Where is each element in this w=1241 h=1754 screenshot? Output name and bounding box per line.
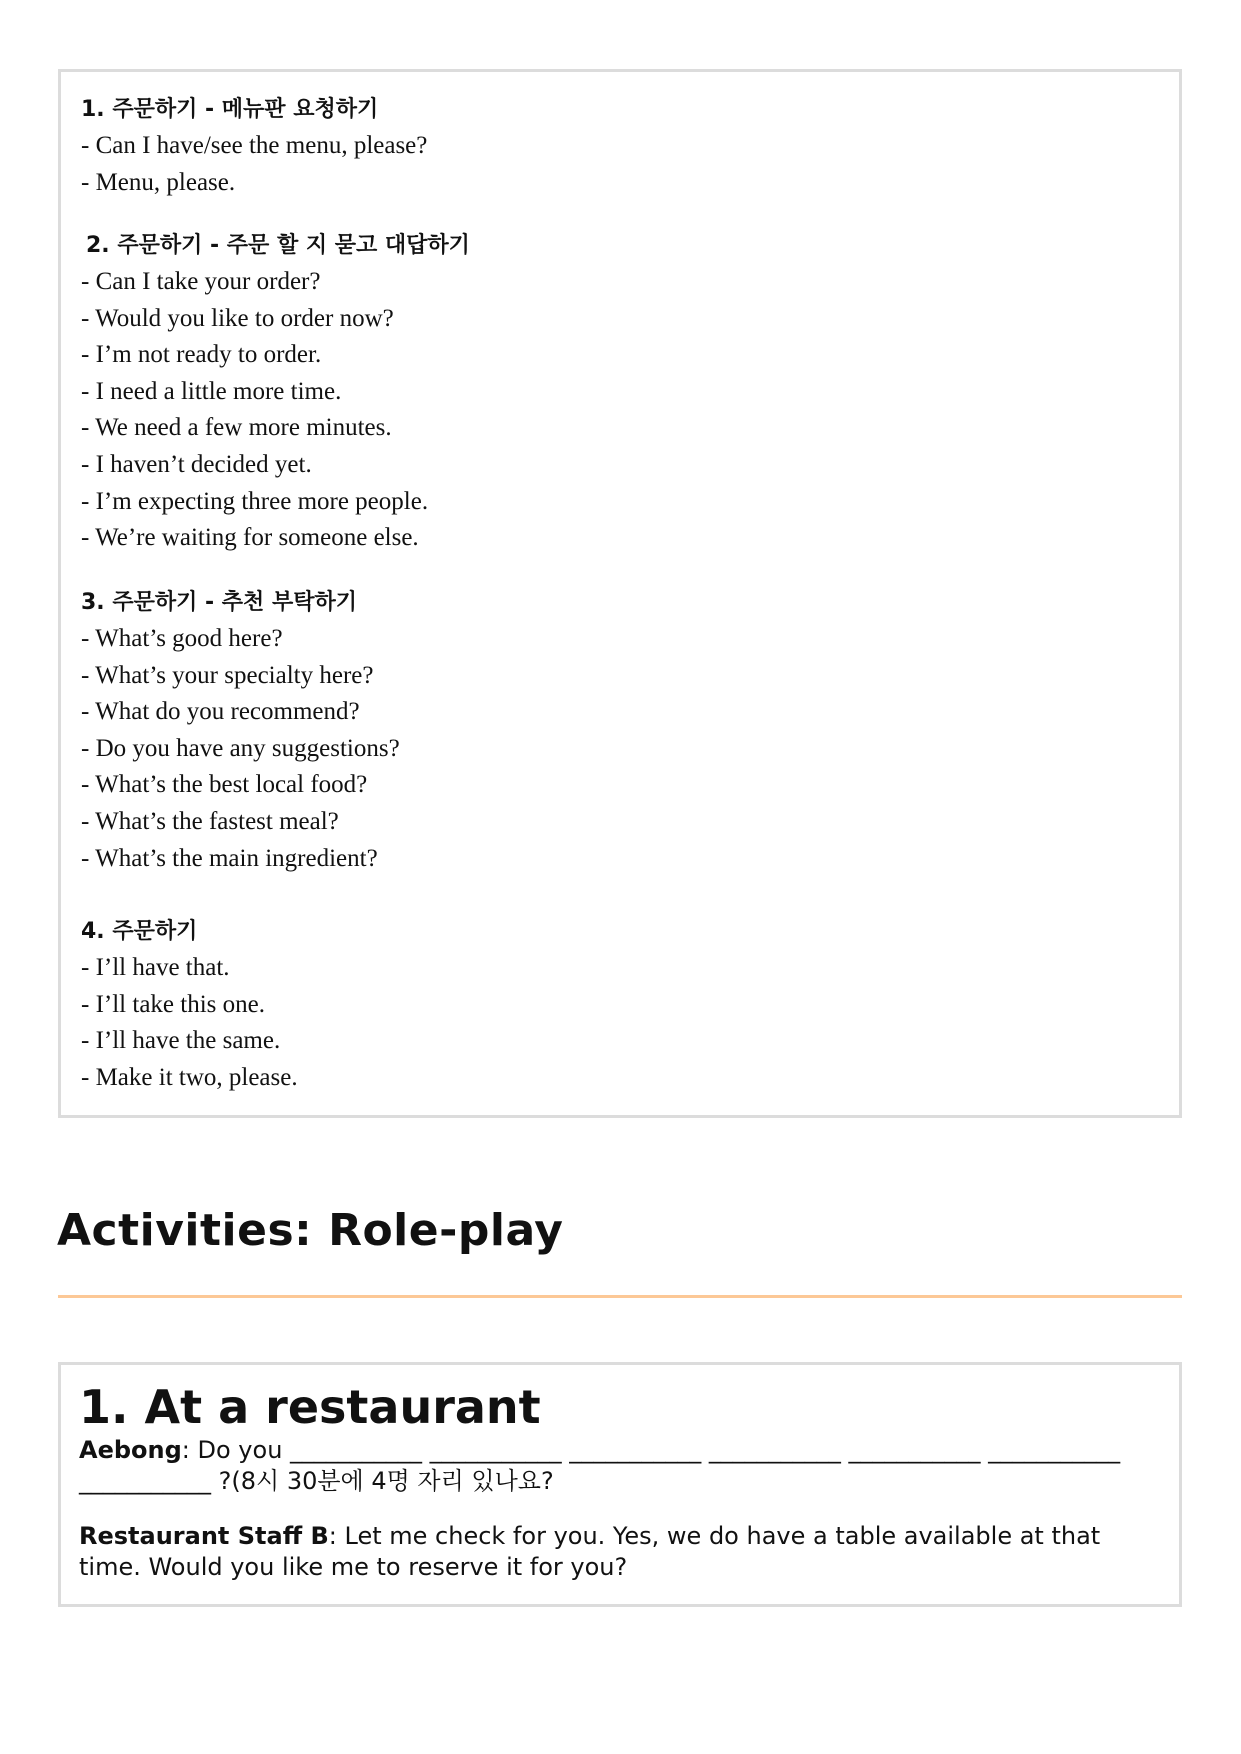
divider bbox=[58, 1295, 1182, 1298]
phrase-section bbox=[81, 914, 298, 1096]
phrase-line: - I haven’t decided yet. bbox=[81, 450, 312, 478]
phrases-box bbox=[58, 69, 1182, 1118]
phrase-line: - What’s the fastest meal? bbox=[81, 807, 339, 835]
phrase-section bbox=[81, 92, 427, 201]
card-title: 1. At a restaurant bbox=[79, 1380, 541, 1434]
roleplay-card bbox=[58, 1362, 1182, 1607]
phrase-line: - What’s the main ingredient? bbox=[81, 844, 378, 872]
phrase-line: - Can I take your order? bbox=[81, 268, 321, 295]
phrase-line: - Can I have/see the menu, please? bbox=[81, 132, 428, 159]
dialogue-line-b bbox=[79, 1521, 1161, 1583]
phrase-line: - What’s good here? bbox=[81, 625, 283, 652]
phrase-section bbox=[81, 228, 470, 557]
section-heading: 1. 주문하기 - 메뉴판 요청하기 bbox=[81, 97, 379, 122]
activities-title: Activities: Role-play bbox=[57, 1205, 564, 1256]
phrase-line: - We’re waiting for someone else. bbox=[81, 524, 419, 552]
phrase-line: - Do you have any suggestions? bbox=[81, 734, 400, 762]
phrase-line: - I’ll take this one. bbox=[81, 990, 265, 1018]
phrase-line: - I’ll have the same. bbox=[81, 1027, 281, 1055]
section-heading: 4. 주문하기 bbox=[81, 919, 198, 944]
speaker-name: Restaurant Staff B bbox=[79, 1522, 329, 1550]
phrase-line: - Would you like to order now? bbox=[81, 304, 394, 332]
phrase-line: - I’m expecting three more people. bbox=[81, 487, 429, 515]
section-heading: 2. 주문하기 - 주문 할 지 묻고 대답하기 bbox=[86, 233, 470, 258]
phrase-line: - I’ll have that. bbox=[81, 954, 230, 981]
speaker-name: Aebong bbox=[79, 1436, 182, 1464]
phrase-line: - I need a little more time. bbox=[81, 377, 342, 405]
dialogue-text: : Do you ___________ ___________ ___________ ___________ ___________ ___________ ___________ ?(8시 30분에 4명 자리 있나요? bbox=[79, 1436, 1121, 1495]
phrase-line: - What’s your specialty here? bbox=[81, 661, 374, 689]
phrase-line: - What’s the best local food? bbox=[81, 771, 368, 799]
phrase-line: - We need a few more minutes. bbox=[81, 414, 392, 442]
phrase-section bbox=[81, 585, 400, 877]
phrase-line: - I’m not ready to order. bbox=[81, 341, 322, 369]
section-heading: 3. 주문하기 - 추천 부탁하기 bbox=[81, 590, 357, 615]
phrase-line: - Make it two, please. bbox=[81, 1063, 298, 1091]
phrase-line: - Menu, please. bbox=[81, 168, 236, 196]
dialogue-line-a bbox=[79, 1435, 1161, 1497]
phrase-line: - What do you recommend? bbox=[81, 698, 360, 726]
dialogue-text: : Let me check for you. Yes, we do have a table available at that time. Would you like me to reserve it for you? bbox=[79, 1522, 1101, 1581]
